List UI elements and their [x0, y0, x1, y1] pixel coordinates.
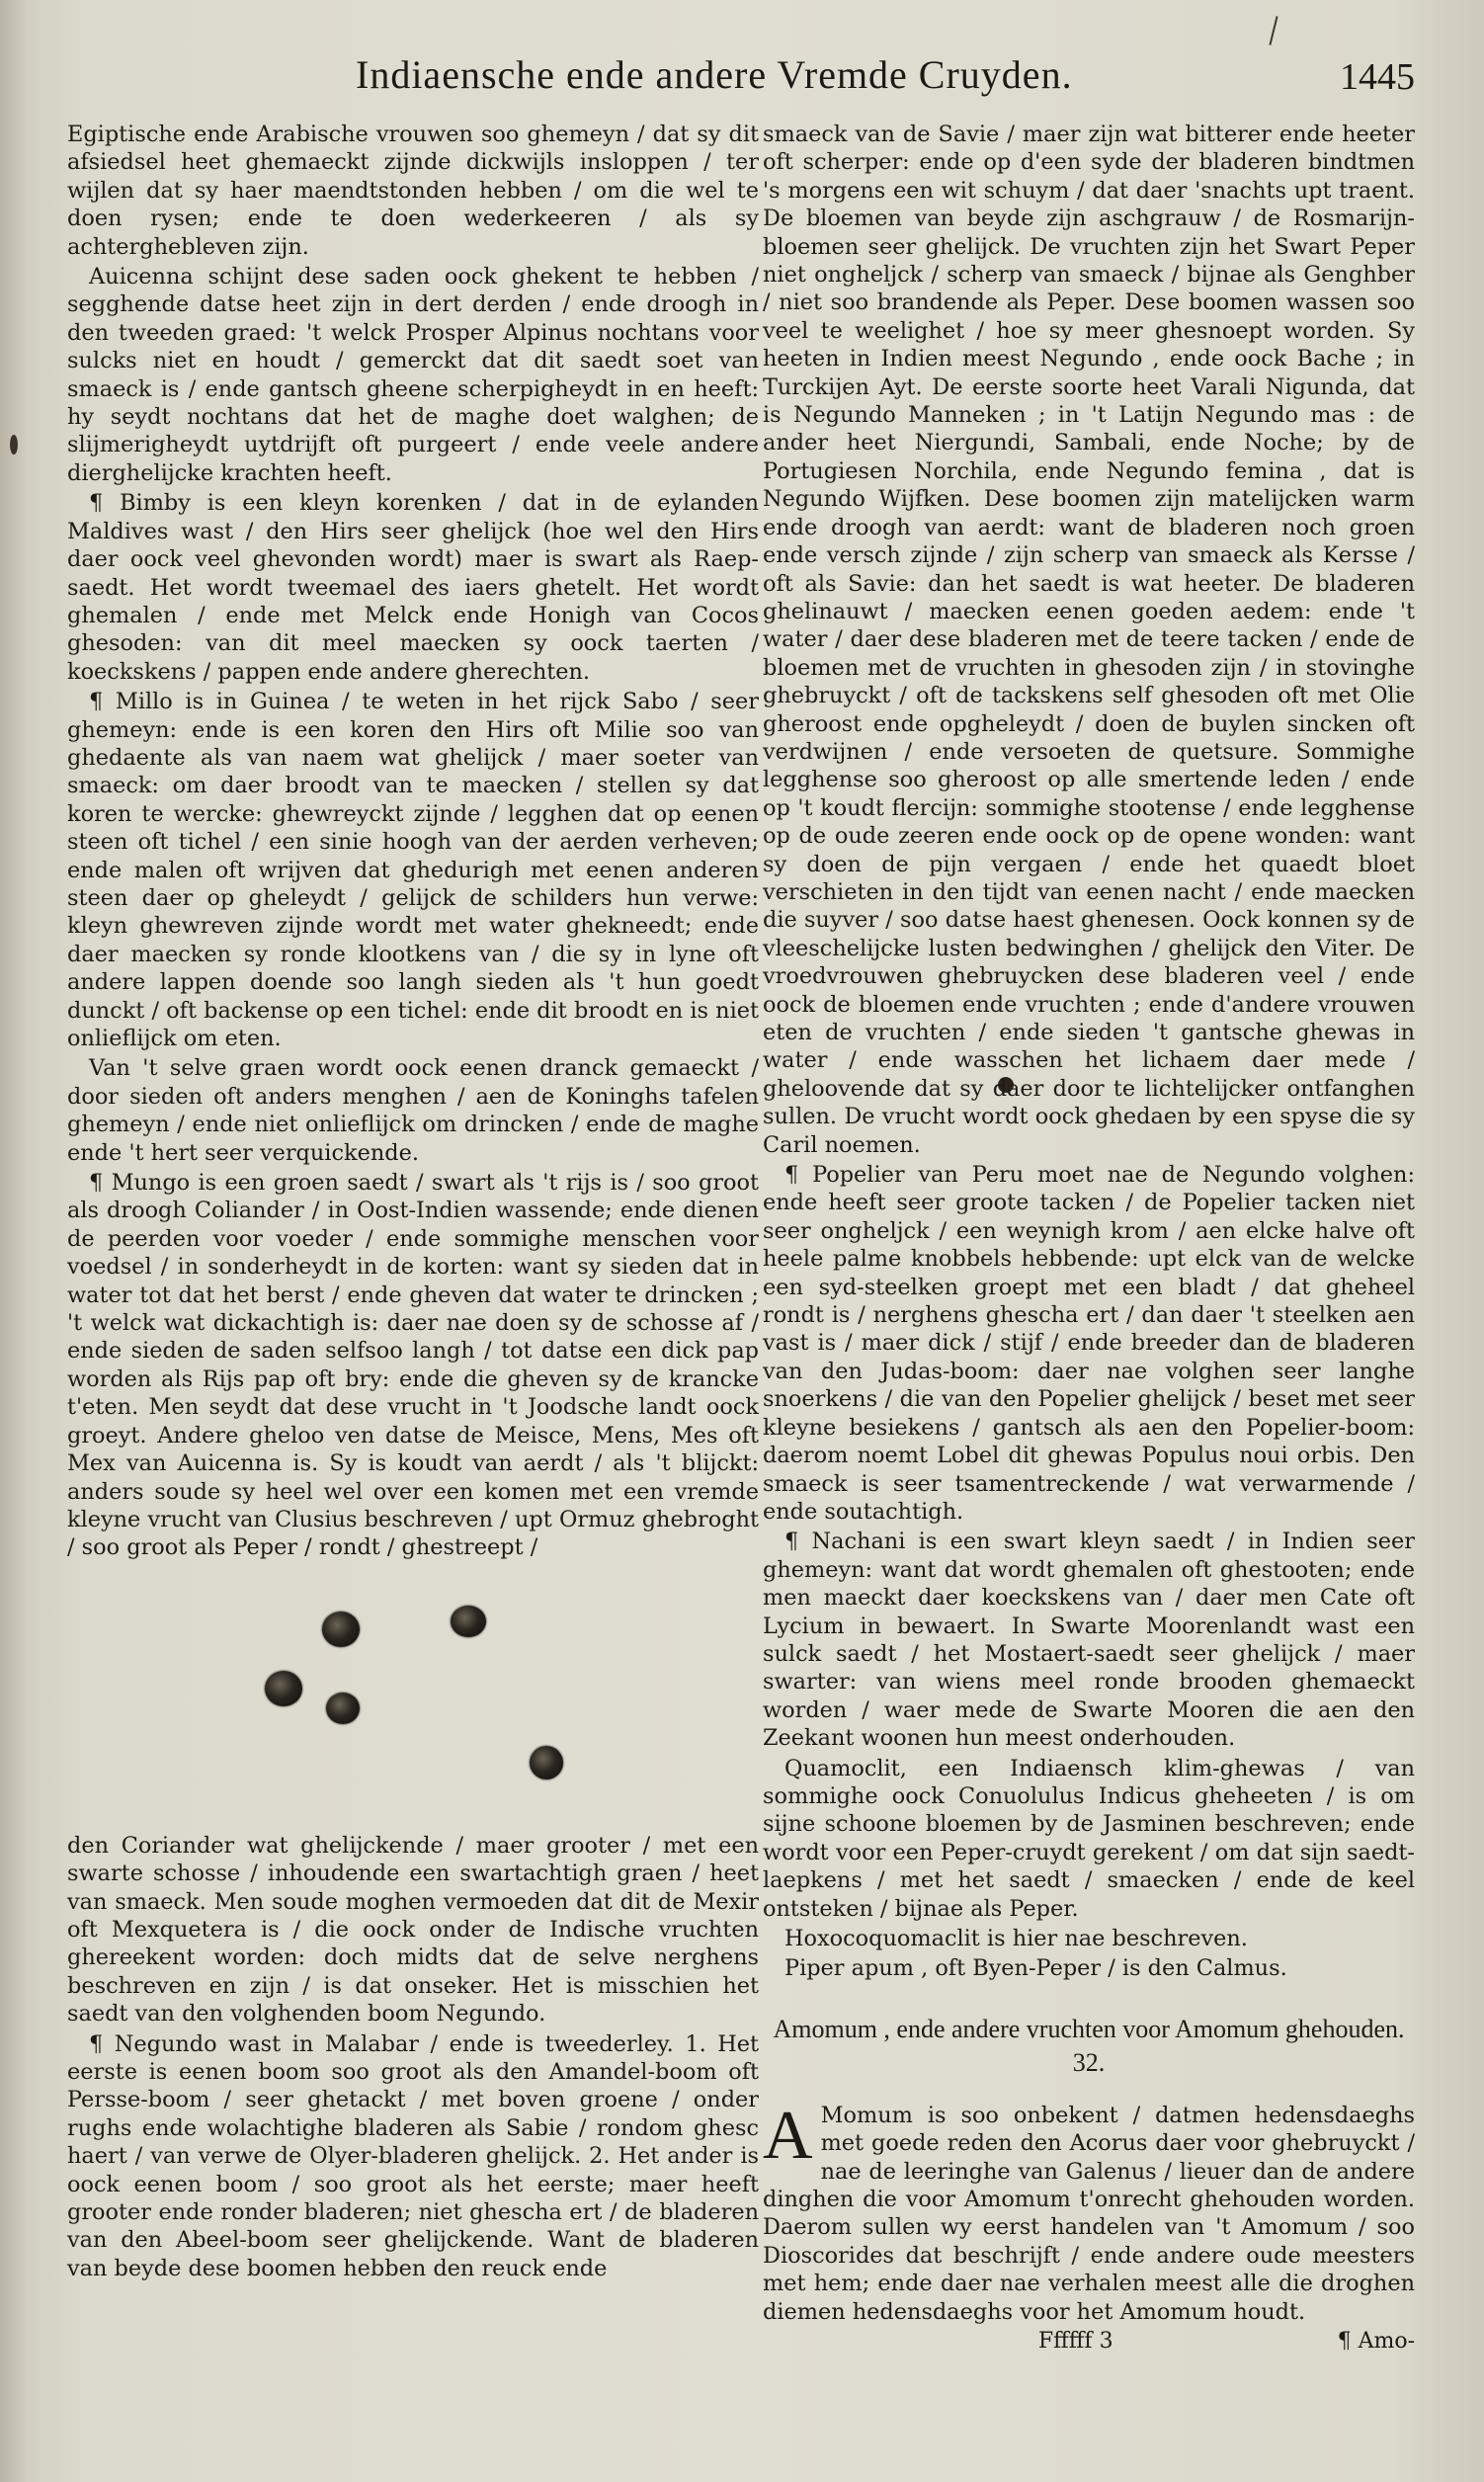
- paragraph: smaeck van de Savie / maer zijn wat bitterer ende heeter oft scherper: ende op d'een syde der bladeren bindtmen 's morgens een wit schuym / dat daer 'snachts upt traent. De bloemen van beyde zijn aschgrauw / de Rosmarijn-bloemen seer ghelijck. De vruchten zijn het Swart Peper niet ongheljck / scherp van smaeck / bijnae als Genghber / niet soo brandende als Peper. Dese boomen wassen soo veel te weelighet / hoe sy meer ghesnoept worden. Sy heeten in Indien meest Negundo , ende oock Bache ; in Turckijen Ayt. De eerste soorte heet Varali Nigunda, dat is Negundo Manneken ; in 't Latijn Negundo mas : de ander heet Niergundi, Sambali, ende Noche; by de Portugiesen Norchila, ende Negundo femina , dat is Negundo Wijfken. Dese boomen zijn matelijcken warm ende droogh van aerdt: want de bladeren noch groen ende versch zijnde / zijn scherp van smaeck als Kersse / oft als Savie: dan het saedt is wat heeter. De bladeren ghelinauwt / maecken eenen goeden aedem: ende 't water / daer dese bladeren met de teere tacken / ende de bloemen met de vruchten in ghesoden zijn / in stovinghe ghebruyckt / oft de tackskens self ghesoden oft met Olie gheroost ende opgheleydt / doen de buylen sincken oft verdwijnen / ende versoeten de quetsure. Sommighe legghense soo gheroost op alle smertende leden / ende op 't koudt flercijn: sommighe stootense / ende legghense op de oude zeeren ende oock op de opene wonden: want sy doen de pijn vergaen / ende het quaedt bloet verschieten in den tijdt van eenen nacht / ende maecken die suyver / soo datse haest ghenesen. Oock konnen sy de vleeschelijcke lusten bedwinghen / ghelijck den Viter. De vroedvrouwen ghebruycken dese bladeren veel / ende oock de bloemen ende vruchten ; ende d'andere vrouwen eten de vruchten / ende sieden 't gantsche ghewas in water / ende wasschen het lichaem daer mede / gheloovende dat sy daer door te lichtelijcker ontfanghen sullen. De vrucht wordt oock ghedaen by een spyse die sy Caril noemen.: [763, 122, 1415, 1158]
- paragraph: ¶ Millo is in Guinea / te weten in het rijck Sabo / seer ghemeyn: ende is een koren den Hirs oft Milie soo van ghedaente als van naem wat ghelijck / maer soeter van smaeck: om daer broodt van te maecken / stellen sy dat koren te wercke: ghewreyckt zijnde / legghen dat op eenen steen oft tichel / een sinie hoogh van der aerden verheven; ende malen oft wrijven dat ghedurigh met eenen anderen steen daer op gheleydt / gelijck de schilders hun verwe: kleyn ghewreven zijnde wordt met water ghekneedt; ende daer maecken sy ronde klootkens van / die sy in lyne oft andere lappen doende soo langh sieden als 't hun goedt dunckt / oft backense op een tichel: ende dit broodt en is niet onlieflijck om eten.: [67, 689, 759, 1051]
- paragraph: den Coriander wat ghelijckende / maer grooter / met een swarte schosse / inhoudende een swartachtigh graen / heet van smaeck. Men soude moghen vermoeden dat dit de Mexir oft Mexquetera is / die oock onder de Indische vruchten ghereekent worden: doch midts dat de selve nerghens beschreven en zijn / is dat onseker. Het is misschien het saedt van den volghenden boom Negundo.: [67, 1832, 759, 2027]
- seed-figure: [530, 1746, 563, 1779]
- catchword: ¶ Amo-: [1337, 2329, 1415, 2355]
- page-gutter-shadow: [0, 0, 28, 2482]
- paragraph: ¶ Nachani is een swart kleyn saedt / in Indien seer ghemeyn: want dat wordt ghemalen oft ghestooten; ende men maeckt daer koeckskens van / daer men Cate oft Lycium in bewaert. In Swarte Moorenlandt wast een sulck saedt / het Mostaert-saedt seer ghelijck / maer swarter: van wiens meel ronde brooden ghemaeckt worden / waer mede de Swarte Mooren die aen den Zeekant woonen hun meest onderhouden.: [763, 1529, 1415, 1752]
- left-column: [67, 121, 759, 2284]
- section-body: [763, 2097, 1415, 2326]
- paragraph: Auicenna schijnt dese saden oock ghekent te hebben / segghende datse heet zijn in dert derden / ende droogh in den tweeden graed: 't welck Prosper Alpinus nochtans voor sulcks niet en houdt / gemerckt dat dit saedt soet van smaeck is / ende gantsch gheene scherpigheydt in en heeft: hy seydt nochtans dat het de maghe doet walghen; de slijmerigheydt uytdrijft oft purgeert / ende veele andere dierghelijcke krachten heeft.: [67, 264, 759, 486]
- paragraph: ¶ Negundo wast in Malabar / ende is tweederley. 1. Het eerste is eenen boom soo groot als den Amandel-boom oft Persse-boom / seer ghetackt / met boven groene / onder rughs ende wolachtighe bladeren als Sabie / rondom ghesc haert / van verwe de Olyer-bladeren ghelijck. 2. Het ander is oock eenen boom / soo groot als het eerste; maer heeft grooter ende ronder bladeren; niet ghescha ert / de bladeren van den Abeel-boom seer ghelijckende. Want de bladeren van beyde dese boomen hebben den reuck ende: [67, 2030, 759, 2281]
- paragraph: Egiptische ende Arabische vrouwen soo ghemeyn / dat sy dit afsiedsel heet ghemaeckt zijnde dickwijls insloppen / ter wijlen dat sy haer maendtstonden hebben / om die wel te doen rysen; ende te doen wederkeeren / als sy achterghebleven zijn.: [67, 122, 759, 260]
- seed-figure: [451, 1606, 486, 1637]
- paragraph: Momum is soo onbekent / datmen hedensdaeghs met goede reden den Acorus daer voor ghebruyckt / nae de leeringhe van Galenus / lieuer dan de andere dinghen die voor Amomum t'onrecht ghehouden worden. Daerom sullen wy eerst handelen van 't Amomum / soo Dioscorides dat beschrijft / ende andere oude meesters met hem; ende daer nae verhalen meest alle die droghen diemen hedensdaeghs voor het Amomum houdt.: [763, 2102, 1415, 2325]
- seed-figure: [265, 1671, 302, 1706]
- seed-figure: [322, 1612, 360, 1647]
- page-corner-mark: [1269, 16, 1278, 45]
- drop-cap: A: [763, 2097, 813, 2174]
- signature-line: [763, 2328, 1415, 2356]
- paragraph: Van 't selve graen wordt oock eenen dranck gemaeckt / door sieden oft anders menghen / aen de Koninghs tafelen ghemeyn / ende niet onlieflijck om drincken / ende de maghe ende 't hert seer verquickende.: [67, 1055, 759, 1166]
- paragraph: ¶ Popelier van Peru moet nae de Negundo volghen: ende heeft seer groote tacken / de Popelier tacken niet seer ongheljck / een weynigh krom / aen elcke halve oft heele palme knobbels hebbende: upt elck van de welcke een syd-steelken groept met een bladt / dat gheheel rondt is / nerghens ghescha ert / dan daer 't steelken aen vast is / maer dick / stijf / ende breeder dan de bladeren van den Judas-boom: daer nae volghen seer langhe snoerkens / die van den Popelier ghelijck / beset met seer kleyne besiekens / gantsch als aen den Popelier-boom: daerom noemt Lobel dit ghewas Populus noui orbis. Den smaeck is seer tsamentreckende / wat verwarmende / ende soutachtigh.: [763, 1162, 1415, 1525]
- right-column: [763, 121, 1415, 2356]
- seed-illustration: [67, 1572, 759, 1824]
- signature-mark: Ffffff 3: [1037, 2329, 1113, 2355]
- seed-figure: [326, 1693, 360, 1724]
- page-header: [0, 51, 1484, 121]
- running-title: Indiaensche ende andere Vremde Cruyden.: [356, 52, 1073, 97]
- paragraph: ¶ Bimby is een kleyn korenken / dat in de eylanden Maldives wast / den Hirs seer ghelijck (hoe wel den Hirs daer oock veel ghevonden wordt) maer is swart als Raep-saedt. Het wordt tweemael des iaers ghetelt. Het wordt ghemalen / ende met Melck ende Honigh van Cocos ghesoden: van dit meel maecken sy oock taerten / koeckskens / pappen ende andere gherechten.: [67, 490, 759, 685]
- paragraph: Quamoclit, een Indiaensch klim-ghewas / van sommighe oock Conuolulus Indicus gheheeten / is om sijne schoone bloemen by de Jasminen beschreven; ende wordt voor een Peper-cruydt gerekent / om dat sijn saedt-laepkens / met het saedt / smaecken / ende de keel ontsteken / bijnae als Peper.: [763, 1755, 1415, 1922]
- margin-mark: [10, 435, 18, 455]
- paragraph: Piper apum , oft Byen-Peper / is den Calmus.: [784, 1955, 1287, 1982]
- section-heading: Amomum , ende andere vruchten voor Amomum ghehouden. 32.: [773, 2014, 1405, 2077]
- paragraph: ¶ Mungo is een groen saedt / swart als 't rijs is / soo groot als droogh Coliander / in Oost-Indien wassende; ende dienen de peerden voor voeder / ende sommighe menschen voor voedsel / in sonderheydt in de korten: want sy sieden dat in water tot dat het berst / ende gheven dat water te drincken ; 't welck wat dickachtigh is: daer nae doen sy de schosse af / ende sieden de saden selfsoo langh / tot datse een dick pap worden als Rijs pap oft bry: ende die gheven sy de krancke t'eten. Men seydt dat dese vrucht in 't Joodsche landt oock groeyt. Andere gheloo ven datse de Meisce, Mens, Mes oft Mex van Auicenna is. Sy is koudt van aerdt / als 't blijckt: anders soude sy heel wel over een komen met een vremde kleyne vrucht van Clusius beschreven / upt Ormuz ghebroght / soo groot als Peper / rondt / ghestreept /: [67, 1170, 759, 1561]
- paragraph: Hoxocoquomaclit is hier nae beschreven.: [784, 1926, 1248, 1951]
- page-number: 1445: [1340, 56, 1415, 98]
